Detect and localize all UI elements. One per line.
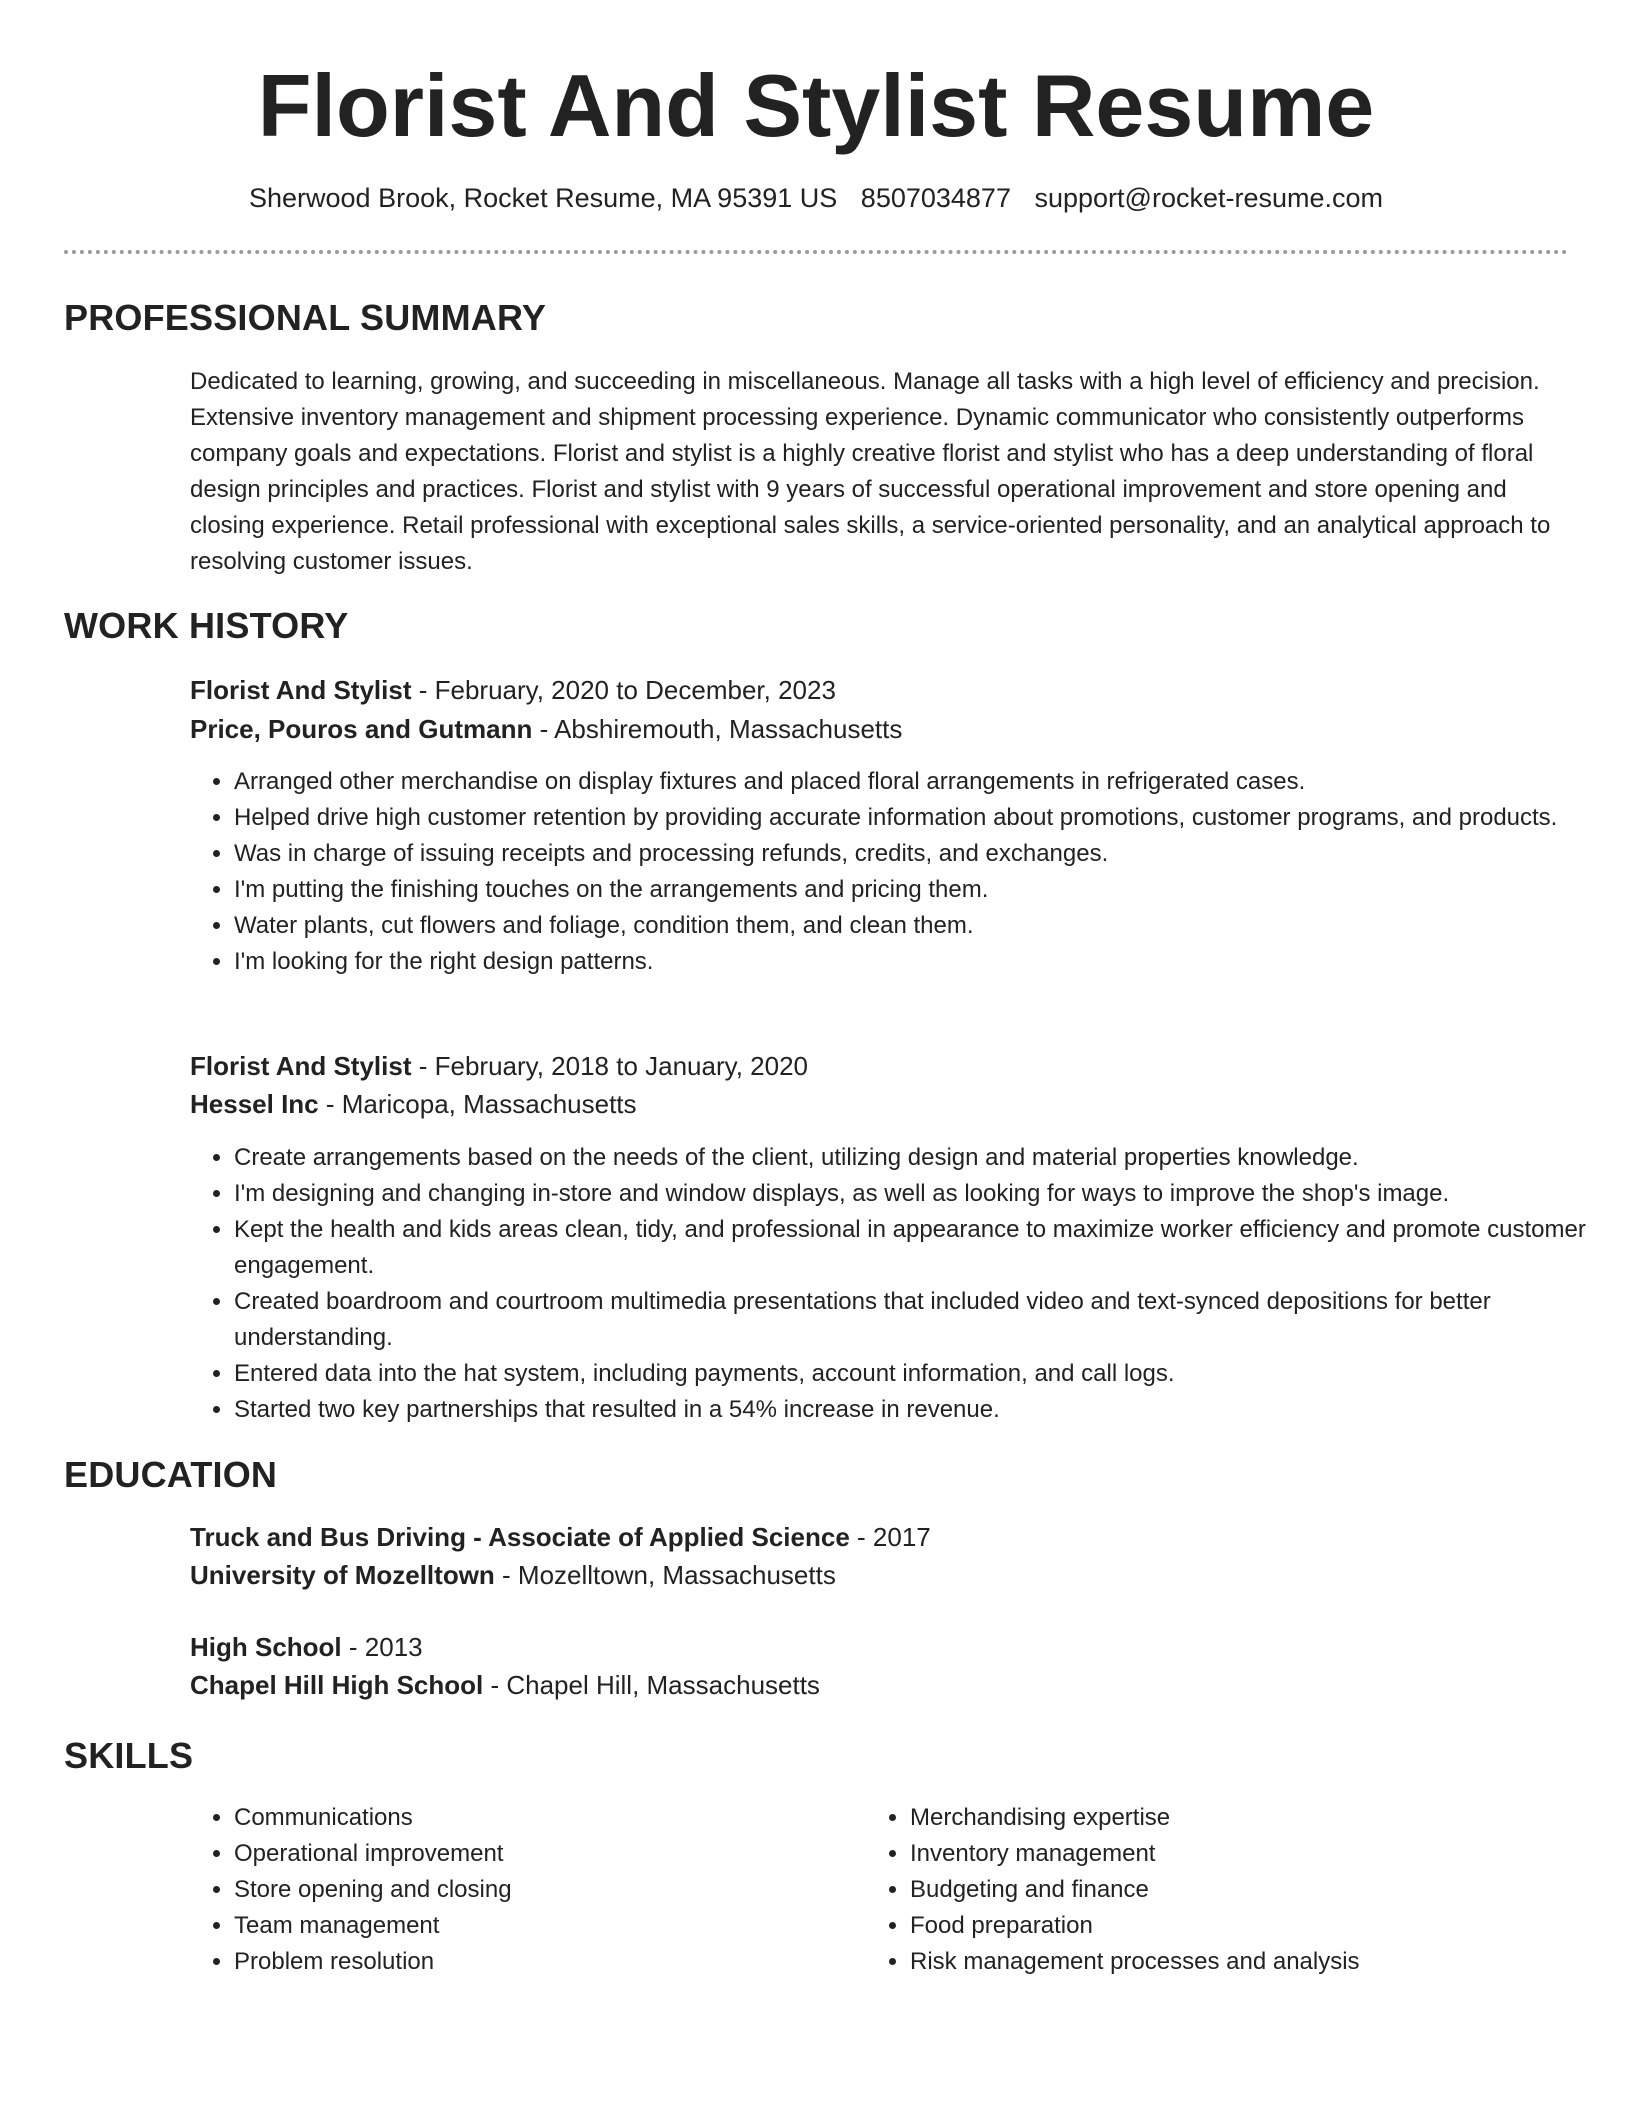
header-divider <box>64 250 1568 254</box>
education-2-school-line <box>190 1667 820 1703</box>
job-company: Price, Pouros and Gutmann <box>190 714 533 744</box>
skills-list-left <box>190 1800 864 1980</box>
education-2-degree-line <box>190 1629 423 1665</box>
education-location: - Chapel Hill, Massachusetts <box>483 1670 820 1700</box>
skill-item: • Problem resolution <box>234 1944 864 1980</box>
job-company: Hessel Inc <box>190 1089 319 1119</box>
skill-item: • Inventory management <box>910 1836 1610 1872</box>
list-item: • Started two key partnerships that resulted in a 54% increase in revenue. <box>234 1392 1604 1428</box>
job-title: Florist And Stylist <box>190 1051 412 1081</box>
list-item: • Arranged other merchandise on display fixtures and placed floral arrangements in refrigerated cases. <box>234 764 1604 800</box>
job-title: Florist And Stylist <box>190 675 412 705</box>
job-location: - Abshiremouth, Massachusetts <box>532 714 903 744</box>
education-year: - 2013 <box>341 1632 423 1662</box>
education-1-degree-line <box>190 1519 931 1555</box>
education-heading: EDUCATION <box>64 1454 278 1495</box>
contact-info <box>0 180 1632 216</box>
list-item: • Was in charge of issuing receipts and processing refunds, credits, and exchanges. <box>234 836 1604 872</box>
skills-list-right <box>866 1800 1610 1980</box>
list-item: • Kept the health and kids areas clean, tidy, and professional in appearance to maximize worker efficiency and promote customer engagement. <box>234 1212 1604 1284</box>
list-item: • Created boardroom and courtroom multimedia presentations that included video and text-synced depositions for better understanding. <box>234 1284 1604 1356</box>
contact-address: Sherwood Brook, Rocket Resume, MA 95391 US <box>248 183 838 213</box>
skill-item: • Communications <box>234 1800 864 1836</box>
list-item: • I'm putting the finishing touches on the arrangements and pricing them. <box>234 872 1604 908</box>
skill-item: • Budgeting and finance <box>910 1872 1610 1908</box>
work-history-heading: WORK HISTORY <box>64 605 349 646</box>
job-2-title-line <box>190 1048 808 1084</box>
list-item: • Helped drive high customer retention by providing accurate information about promotions, customer programs, and products. <box>234 800 1604 836</box>
list-item: • Water plants, cut flowers and foliage, condition them, and clean them. <box>234 908 1604 944</box>
job-1-title-line <box>190 672 836 708</box>
list-item: • I'm looking for the right design patterns. <box>234 944 1604 980</box>
education-location: - Mozelltown, Massachusetts <box>494 1560 836 1590</box>
summary-text: Dedicated to learning, growing, and succeeding in miscellaneous. Manage all tasks with a high level of efficiency and precision. Extensive inventory management and shipment processing experience. Dynamic communicator who consistently outperforms company goals and expectations. Florist and stylist is a highly creative florist and stylist who has a deep understanding of floral design principles and practices. Florist and stylist with 9 years of successful operational improvement and store opening and closing experience. Retail professional with exceptional sales skills, a service-oriented personality, and an analytical approach to resolving customer issues. <box>190 368 1551 575</box>
skill-item: • Merchandising expertise <box>910 1800 1610 1836</box>
list-item: • Create arrangements based on the needs of the client, utilizing design and material properties knowledge. <box>234 1140 1604 1176</box>
skill-item: • Operational improvement <box>234 1836 864 1872</box>
contact-email: support@rocket-resume.com <box>1034 183 1384 213</box>
list-item: • Entered data into the hat system, including payments, account information, and call logs. <box>234 1356 1604 1392</box>
education-school: Chapel Hill High School <box>190 1670 484 1700</box>
job-dates: - February, 2020 to December, 2023 <box>411 675 836 705</box>
job-1-duties <box>190 764 1604 980</box>
skill-item: • Team management <box>234 1908 864 1944</box>
skill-item: • Store opening and closing <box>234 1872 864 1908</box>
skills-heading: SKILLS <box>64 1735 194 1776</box>
list-item: • I'm designing and changing in-store and window displays, as well as looking for ways to improve the shop's image. <box>234 1176 1604 1212</box>
education-1-school-line <box>190 1557 836 1593</box>
contact-phone: 8507034877 <box>860 183 1011 213</box>
job-2-company-line <box>190 1086 637 1122</box>
resume-title: Florist And Stylist Resume <box>257 56 1375 155</box>
job-location: - Maricopa, Massachusetts <box>318 1089 637 1119</box>
education-year: - 2017 <box>849 1522 931 1552</box>
education-school: University of Mozelltown <box>190 1560 495 1590</box>
education-degree: Truck and Bus Driving - Associate of Applied Science <box>190 1522 850 1552</box>
summary-heading: PROFESSIONAL SUMMARY <box>64 297 547 338</box>
skill-item: • Risk management processes and analysis <box>910 1944 1610 1980</box>
job-1-company-line <box>190 711 902 747</box>
skill-item: • Food preparation <box>910 1908 1610 1944</box>
education-degree: High School <box>190 1632 342 1662</box>
job-dates: - February, 2018 to January, 2020 <box>411 1051 808 1081</box>
job-2-duties <box>190 1140 1604 1428</box>
